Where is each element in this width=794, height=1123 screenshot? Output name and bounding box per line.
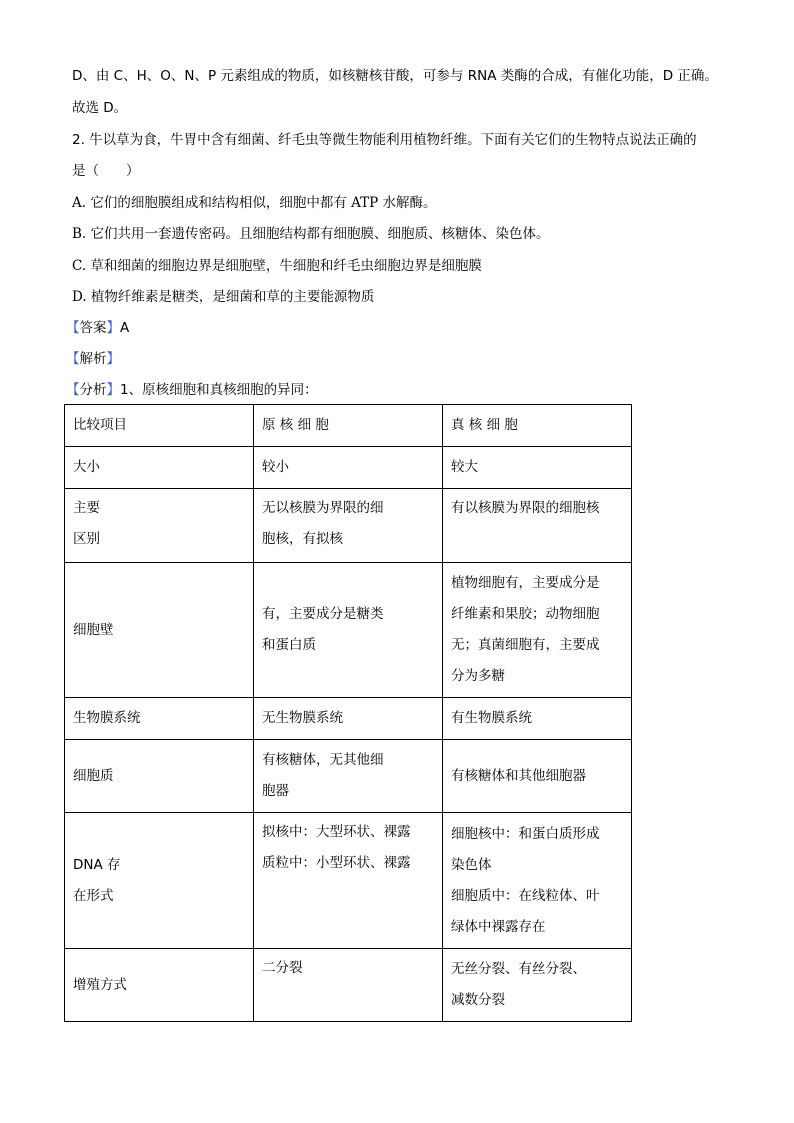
cell-text: 有以核膜为界限的细胞核 [451,500,600,516]
paragraph-choice-conclusion: 故选 D。 [72,100,128,116]
answer-open-bracket: 【 [66,320,80,336]
cell-text: 无；真菌细胞有，主要成 [451,637,600,653]
cell-text: 无以核膜为界限的细 [262,500,384,516]
analysis-intro-label: 分析 [79,382,107,398]
row-cytoplasm-item [65,740,254,813]
cell-text: 生物膜系统 [73,710,141,726]
table-header-item [65,405,254,447]
cell-text: 和蛋白质 [262,637,316,653]
row-reproduction-item [65,949,254,1022]
option-b: B. 它们共用一套遗传密码。且细胞结构都有细胞膜、细胞质、核糖体、染色体。 [72,226,550,242]
cell-text: DNA 存 [73,856,121,873]
analysis-open-bracket: 【 [66,351,80,367]
analysis-intro [66,380,318,400]
analysis-label: 解析 [79,351,107,367]
answer-label: 答案 [79,320,107,336]
row-cytoplasm-eukaryote [443,740,632,813]
table-header-row [65,405,632,447]
table-row [65,563,632,698]
answer-line [66,318,129,338]
row-reproduction-prokaryote [254,949,443,1022]
cell-text: 有，主要成分是糖类 [262,606,384,622]
row-biomembrane-item [65,698,254,740]
header-prokaryote-text: 原 核 细 胞 [262,417,329,433]
row-dna-form-eukaryote [443,813,632,949]
row-biomembrane-prokaryote [254,698,443,740]
cell-text: 无丝分裂、有丝分裂、 [451,961,586,977]
cell-text: 细胞壁 [73,621,114,638]
cell-text: 无生物膜系统 [262,710,343,726]
cell-text: 在形式 [73,887,114,904]
row-cell-wall-item [65,563,254,698]
row-cytoplasm-prokaryote [254,740,443,813]
analysis-intro-text: 1、原核细胞和真核细胞的异同： [120,382,318,398]
cell-text: 增殖方式 [73,976,127,993]
cell-text: 分为多糖 [451,668,505,684]
answer-value: A [120,320,130,336]
paragraph-option-d-explanation: D、由 C、H、O、N、P 元素组成的物质，如核糖核苷酸，可参与 RNA 类酶的合成，有催化功能，D 正确。 [72,68,718,84]
option-c: C. 草和细菌的细胞边界是细胞壁，牛细胞和纤毛虫细胞边界是细胞膜 [72,258,482,274]
row-reproduction-eukaryote [443,949,632,1022]
analysis-close-bracket: 】 [106,351,120,367]
cell-text: 细胞质中：在线粒体、叶 [451,887,600,904]
cell-text: 绿体中裸露存在 [451,918,546,935]
row-size-eukaryote [443,447,632,489]
cell-text: 胞器 [262,783,289,799]
cell-text: 拟核中：大型环状、裸露 [262,824,411,840]
cell-text: 纤维素和果胶；动物细胞 [451,606,600,622]
cell-text: 有生物膜系统 [451,710,532,726]
cell-text: 二分裂 [262,960,303,976]
cell-text: 较大 [451,459,478,475]
row-dna-form-prokaryote [254,813,443,949]
row-cell-wall-prokaryote [254,563,443,698]
table-row [65,447,632,489]
table-header-prokaryote [254,405,443,447]
header-item-text: 比较项目 [73,417,127,433]
row-biomembrane-eukaryote [443,698,632,740]
cell-text: 区别 [73,531,100,547]
cell-text: 细胞质 [73,767,114,784]
table-header-eukaryote [443,405,632,447]
cell-text: 植物细胞有，主要成分是 [451,575,600,591]
row-size-prokaryote [254,447,443,489]
analysis-intro-open-bracket: 【 [66,382,80,398]
row-cell-wall-eukaryote [443,563,632,698]
cell-text: 主要 [73,500,100,516]
option-d: D. 植物纤维素是糖类，是细菌和草的主要能源物质 [72,289,375,305]
row-main-difference-item [65,489,254,563]
cell-text: 胞核，有拟核 [262,531,343,547]
table-row [65,698,632,740]
table-row [65,489,632,563]
header-eukaryote-text: 真 核 细 胞 [451,417,518,433]
analysis-header [66,349,120,369]
cell-text: 有核糖体，无其他细 [262,752,384,768]
cell-text: 较小 [262,459,289,475]
cell-text: 有核糖体和其他细胞器 [451,767,586,784]
cell-text: 大小 [73,459,100,475]
table-row [65,813,632,949]
table-row [65,740,632,813]
row-dna-form-item [65,813,254,949]
row-size-item [65,447,254,489]
answer-close-bracket: 】 [106,320,120,336]
cell-text: 染色体 [451,856,492,873]
row-main-difference-eukaryote [443,489,632,563]
table-row [65,949,632,1022]
analysis-intro-close-bracket: 】 [106,382,120,398]
question-stem-line-2: 是（ ） [72,163,140,179]
question-stem-line-1: 2. 牛以草为食，牛胃中含有细菌、纤毛虫等微生物能利用植物纤维。下面有关它们的生物特点说法正确的 [72,132,697,148]
row-main-difference-prokaryote [254,489,443,563]
cell-text: 细胞核中：和蛋白质形成 [451,825,600,842]
option-a: A. 它们的细胞膜组成和结构相似，细胞中都有 ATP 水解酶。 [72,195,437,211]
cell-text: 质粒中：小型环状、裸露 [262,855,411,871]
cell-text: 减数分裂 [451,992,505,1008]
cell-comparison-table [64,404,632,1022]
